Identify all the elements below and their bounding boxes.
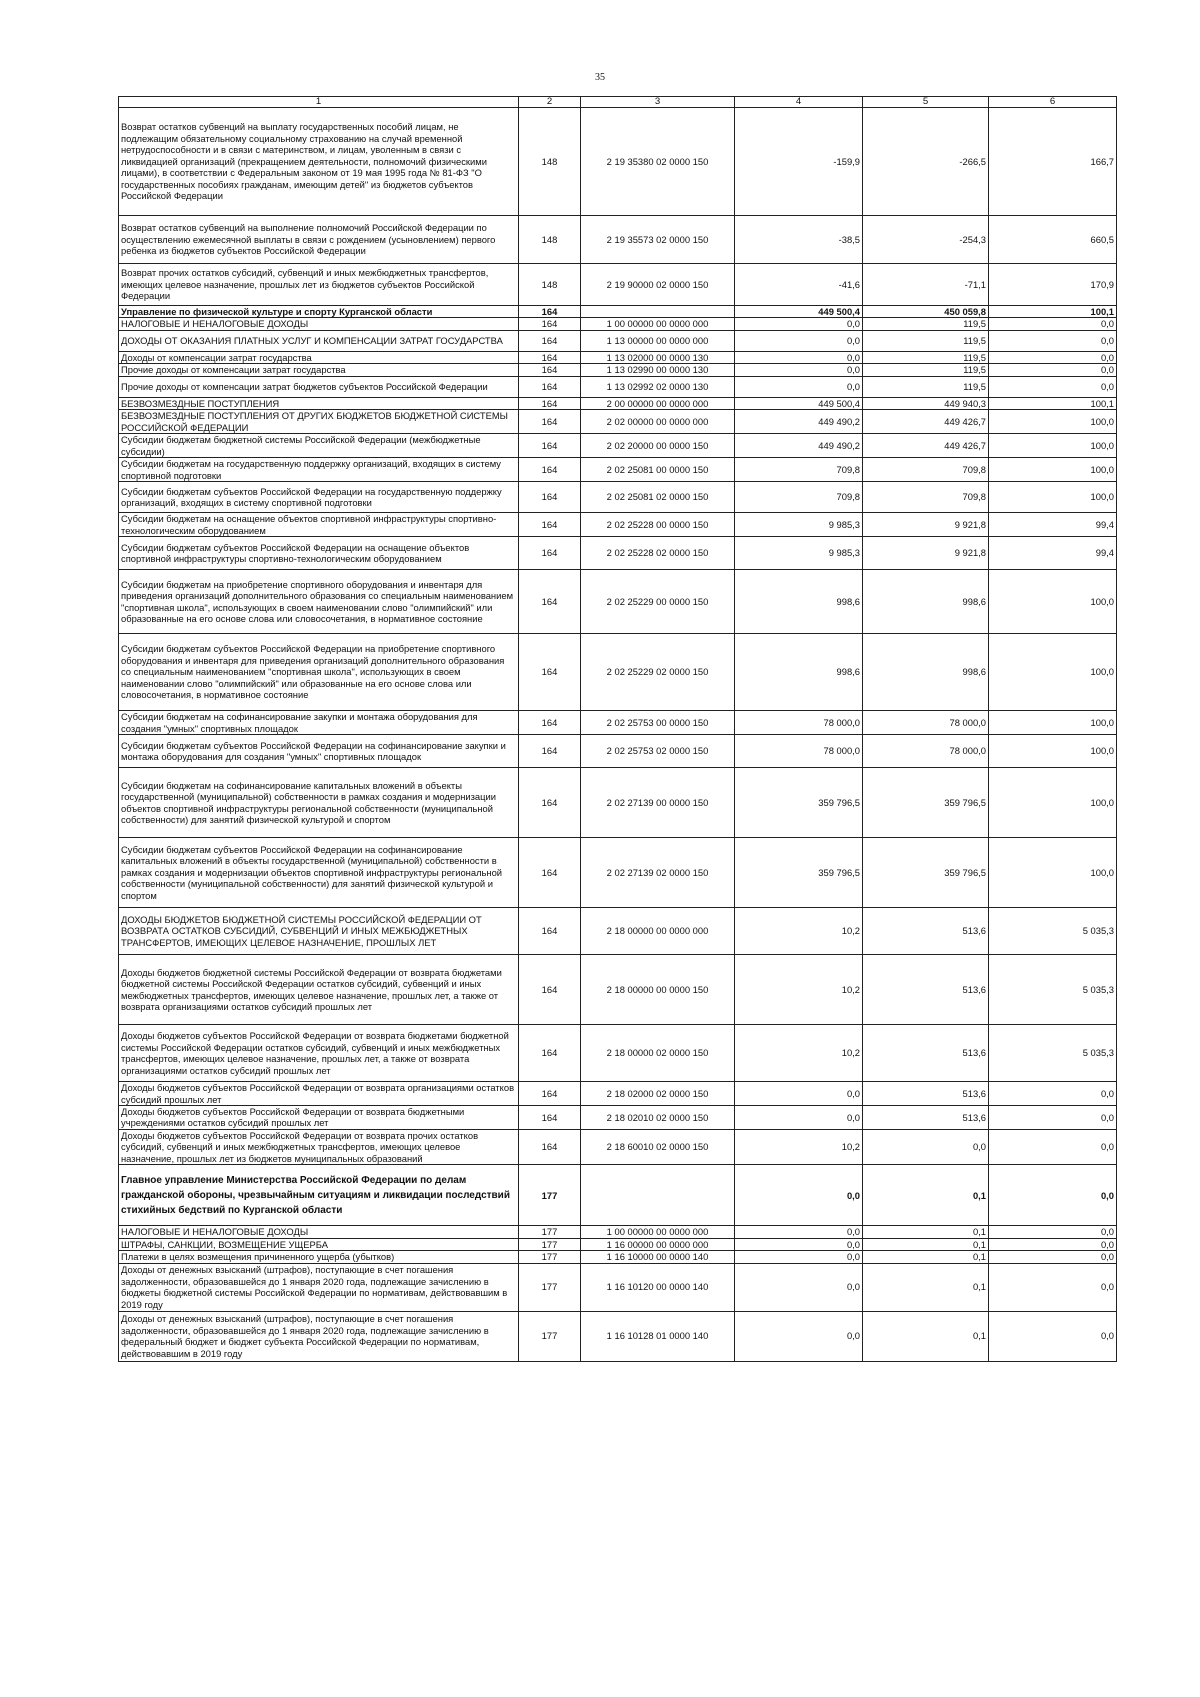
budget-code: 2 00 00000 00 0000 000: [581, 397, 735, 409]
value-executed: 0,1: [863, 1251, 989, 1263]
value-executed: 513,6: [863, 1025, 989, 1082]
value-approved: 0,0: [735, 1165, 863, 1226]
value-percent: 0,0: [989, 1251, 1117, 1263]
budget-code: 1 16 10000 00 0000 140: [581, 1251, 735, 1263]
value-approved: 359 796,5: [735, 838, 863, 908]
value-percent: 100,0: [989, 458, 1117, 482]
value-percent: 100,0: [989, 482, 1117, 513]
table-row: [119, 768, 1117, 838]
row-name: Возврат прочих остатков субсидий, субвенций и иных межбюджетных трансфертов, имеющих целевое назначение, прошлых лет из бюджетов субъектов Российской Федерации: [119, 264, 519, 306]
admin-code: 164: [519, 397, 581, 409]
value-approved: 449 500,4: [735, 397, 863, 409]
value-percent: 100,1: [989, 306, 1117, 318]
budget-code: 2 02 20000 00 0000 150: [581, 434, 735, 458]
table-row: [119, 537, 1117, 570]
row-name: Доходы от компенсации затрат государства: [119, 351, 519, 363]
budget-code: 1 13 00000 00 0000 000: [581, 330, 735, 351]
value-approved: 9 985,3: [735, 513, 863, 537]
admin-code: 164: [519, 434, 581, 458]
value-executed: -266,5: [863, 108, 989, 216]
value-approved: 359 796,5: [735, 768, 863, 838]
value-approved: 9 985,3: [735, 537, 863, 570]
admin-code: 164: [519, 735, 581, 768]
table-row: [119, 838, 1117, 908]
budget-code: [581, 306, 735, 318]
budget-code: 2 18 00000 00 0000 000: [581, 908, 735, 955]
budget-code: 2 02 25753 00 0000 150: [581, 711, 735, 735]
value-percent: 0,0: [989, 1311, 1117, 1361]
budget-code: 2 02 25228 00 0000 150: [581, 513, 735, 537]
column-header: 4: [735, 97, 863, 108]
page-number: 35: [595, 72, 605, 83]
row-name: БЕЗВОЗМЕЗДНЫЕ ПОСТУПЛЕНИЯ ОТ ДРУГИХ БЮДЖЕТОВ БЮДЖЕТНОЙ СИСТЕМЫ РОССИЙСКОЙ ФЕДЕРАЦИИ: [119, 410, 519, 434]
value-executed: 0,0: [863, 1129, 989, 1164]
table-row: [119, 1251, 1117, 1263]
value-executed: 78 000,0: [863, 735, 989, 768]
value-approved: 0,0: [735, 330, 863, 351]
value-executed: 0,1: [863, 1311, 989, 1361]
value-approved: 998,6: [735, 570, 863, 634]
table-row: [119, 1025, 1117, 1082]
admin-code: 148: [519, 216, 581, 264]
row-name: Субсидии бюджетам субъектов Российской Федерации на приобретение спортивного оборудования и инвентаря для приведения организаций дополнительного образования со специальным наименованием "спортивная школа", использующих в своем наименовании слово "олимпийский" или образованные на его основе слова или словосочетания, в нормативное состояние: [119, 634, 519, 711]
row-name: НАЛОГОВЫЕ И НЕНАЛОГОВЫЕ ДОХОДЫ: [119, 1226, 519, 1238]
value-executed: 513,6: [863, 1082, 989, 1106]
value-approved: 0,0: [735, 318, 863, 330]
admin-code: 164: [519, 330, 581, 351]
value-approved: 78 000,0: [735, 711, 863, 735]
value-executed: -254,3: [863, 216, 989, 264]
admin-code: 148: [519, 264, 581, 306]
admin-code: 164: [519, 410, 581, 434]
row-name: Платежи в целях возмещения причиненного ущерба (убытков): [119, 1251, 519, 1263]
value-percent: 100,0: [989, 570, 1117, 634]
budget-code: 1 13 02990 00 0000 130: [581, 364, 735, 376]
value-percent: 0,0: [989, 1226, 1117, 1238]
table-row: [119, 513, 1117, 537]
table-row: [119, 264, 1117, 306]
value-executed: -71,1: [863, 264, 989, 306]
column-header: 3: [581, 97, 735, 108]
table-row: [119, 216, 1117, 264]
table-row: [119, 397, 1117, 409]
value-approved: 10,2: [735, 1025, 863, 1082]
value-percent: 660,5: [989, 216, 1117, 264]
budget-code: 2 02 25081 02 0000 150: [581, 482, 735, 513]
table-row: [119, 1129, 1117, 1164]
admin-code: 164: [519, 458, 581, 482]
table-row: [119, 1263, 1117, 1311]
row-name: Субсидии бюджетам бюджетной системы Российской Федерации (межбюджетные субсидии): [119, 434, 519, 458]
row-name: Субсидии бюджетам на приобретение спортивного оборудования и инвентаря для приведения организаций дополнительного образования со специальным наименованием "спортивная школа", использующих в своем наименовании слово "олимпийский" или образованные на его основе слова или словосочетания, в нормативное состояние: [119, 570, 519, 634]
row-name: БЕЗВОЗМЕЗДНЫЕ ПОСТУПЛЕНИЯ: [119, 397, 519, 409]
budget-code: 2 19 35573 02 0000 150: [581, 216, 735, 264]
value-executed: 449 940,3: [863, 397, 989, 409]
admin-code: 164: [519, 955, 581, 1025]
value-approved: 10,2: [735, 955, 863, 1025]
admin-code: 164: [519, 634, 581, 711]
row-name: Главное управление Министерства Российской Федерации по делам гражданской обороны, чрезвычайным ситуациям и ликвидации последствий стихийных бедствий по Курганской области: [119, 1165, 519, 1226]
row-name: Доходы от денежных взысканий (штрафов), поступающие в счет погашения задолженности, образовавшейся до 1 января 2020 года, подлежащие зачислению в федеральный бюджет и бюджет субъекта Российской Федерации по нормативам, действовавшим в 2019 году: [119, 1311, 519, 1361]
value-percent: 0,0: [989, 330, 1117, 351]
value-executed: 450 059,8: [863, 306, 989, 318]
value-percent: 100,0: [989, 838, 1117, 908]
row-name: Доходы бюджетов бюджетной системы Российской Федерации от возврата бюджетами бюджетной системы Российской Федерации остатков субсидий, субвенций и иных межбюджетных трансфертов, имеющих целевое назначение, прошлых лет, а также от возврата организациями остатков субсидий прошлых лет: [119, 955, 519, 1025]
value-executed: 449 426,7: [863, 434, 989, 458]
column-header: 6: [989, 97, 1117, 108]
budget-code: 1 13 02000 00 0000 130: [581, 351, 735, 363]
value-approved: 0,0: [735, 1311, 863, 1361]
admin-code: 164: [519, 364, 581, 376]
row-name: Доходы бюджетов субъектов Российской Федерации от возврата организациями остатков субсидий прошлых лет: [119, 1082, 519, 1106]
value-approved: -41,6: [735, 264, 863, 306]
value-approved: 0,0: [735, 1238, 863, 1250]
value-percent: 0,0: [989, 376, 1117, 397]
budget-code: 2 18 02010 02 0000 150: [581, 1105, 735, 1129]
admin-code: 164: [519, 318, 581, 330]
budget-code: 2 02 25753 02 0000 150: [581, 735, 735, 768]
row-name: Возврат остатков субвенций на выплату государственных пособий лицам, не подлежащим обязательному социальному страхованию на случай временной нетрудоспособности и в связи с материнством, и лицам, уволенным в связи с ликвидацией организаций (прекращением деятельности, полномочий физическими лицами), в соответствии с Федеральным законом от 19 мая 1995 года № 81-ФЗ "О государственных пособиях гражданам, имеющим детей" из бюджетов субъектов Российской Федерации: [119, 108, 519, 216]
value-approved: 449 490,2: [735, 410, 863, 434]
row-name: НАЛОГОВЫЕ И НЕНАЛОГОВЫЕ ДОХОДЫ: [119, 318, 519, 330]
row-name: Возврат остатков субвенций на выполнение полномочий Российской Федерации по осуществлению ежемесячной выплаты в связи с рождением (усыновлением) первого ребенка из бюджетов субъектов Российской Федерации: [119, 216, 519, 264]
value-executed: 9 921,8: [863, 513, 989, 537]
value-executed: 78 000,0: [863, 711, 989, 735]
value-percent: 166,7: [989, 108, 1117, 216]
value-percent: 0,0: [989, 318, 1117, 330]
value-approved: 0,0: [735, 1082, 863, 1106]
admin-code: 164: [519, 1105, 581, 1129]
admin-code: 164: [519, 908, 581, 955]
budget-code: 2 02 27139 00 0000 150: [581, 768, 735, 838]
value-executed: 998,6: [863, 634, 989, 711]
value-approved: 0,0: [735, 376, 863, 397]
value-percent: 0,0: [989, 1105, 1117, 1129]
row-name: Доходы бюджетов субъектов Российской Федерации от возврата прочих остатков субсидий, субвенций и иных межбюджетных трансфертов, имеющих целевое назначение, прошлых лет из бюджетов муниципальных образований: [119, 1129, 519, 1164]
admin-code: 164: [519, 570, 581, 634]
budget-code: 1 16 00000 00 0000 000: [581, 1238, 735, 1250]
table-row: [119, 634, 1117, 711]
column-header: 5: [863, 97, 989, 108]
row-name: Субсидии бюджетам субъектов Российской Федерации на оснащение объектов спортивной инфраструктуры спортивно-технологическим оборудованием: [119, 537, 519, 570]
row-name: ДОХОДЫ БЮДЖЕТОВ БЮДЖЕТНОЙ СИСТЕМЫ РОССИЙСКОЙ ФЕДЕРАЦИИ ОТ ВОЗВРАТА ОСТАТКОВ СУБСИДИЙ, СУБВЕНЦИЙ И ИНЫХ МЕЖБЮДЖЕТНЫХ ТРАНСФЕРТОВ, ИМЕЮЩИХ ЦЕЛЕВОЕ НАЗНАЧЕНИЕ, ПРОШЛЫХ ЛЕТ: [119, 908, 519, 955]
table-row: [119, 1105, 1117, 1129]
value-approved: 0,0: [735, 1105, 863, 1129]
value-percent: 100,0: [989, 735, 1117, 768]
value-approved: 709,8: [735, 482, 863, 513]
table-row: [119, 735, 1117, 768]
budget-code: 1 13 02992 02 0000 130: [581, 376, 735, 397]
table-row: [119, 330, 1117, 351]
budget-code: [581, 1165, 735, 1226]
budget-code: 2 18 02000 02 0000 150: [581, 1082, 735, 1106]
row-name: Субсидии бюджетам на софинансирование закупки и монтажа оборудования для создания "умных" спортивных площадок: [119, 711, 519, 735]
value-percent: 100,0: [989, 711, 1117, 735]
row-name: Управление по физической культуре и спорту Курганской области: [119, 306, 519, 318]
value-executed: 119,5: [863, 364, 989, 376]
column-header: 2: [519, 97, 581, 108]
row-name: Доходы бюджетов субъектов Российской Федерации от возврата бюджетными учреждениями остатков субсидий прошлых лет: [119, 1105, 519, 1129]
budget-code: 1 16 10120 00 0000 140: [581, 1263, 735, 1311]
value-executed: 513,6: [863, 908, 989, 955]
column-header: 1: [119, 97, 519, 108]
value-executed: 0,1: [863, 1226, 989, 1238]
value-approved: 0,0: [735, 351, 863, 363]
value-percent: 100,0: [989, 634, 1117, 711]
value-percent: 0,0: [989, 364, 1117, 376]
value-executed: 359 796,5: [863, 768, 989, 838]
budget-code: 2 18 00000 00 0000 150: [581, 955, 735, 1025]
value-approved: 449 500,4: [735, 306, 863, 318]
value-approved: 0,0: [735, 1226, 863, 1238]
table-row: [119, 458, 1117, 482]
value-percent: 100,0: [989, 768, 1117, 838]
table-row: [119, 108, 1117, 216]
row-name: ДОХОДЫ ОТ ОКАЗАНИЯ ПЛАТНЫХ УСЛУГ И КОМПЕНСАЦИИ ЗАТРАТ ГОСУДАРСТВА: [119, 330, 519, 351]
admin-code: 177: [519, 1311, 581, 1361]
budget-code: 1 00 00000 00 0000 000: [581, 1226, 735, 1238]
row-name: Доходы бюджетов субъектов Российской Федерации от возврата бюджетами бюджетной системы Российской Федерации остатков субсидий, субвенций и иных межбюджетных трансфертов, имеющих целевое назначение, прошлых лет, а также от возврата организациями остатков субсидий прошлых лет: [119, 1025, 519, 1082]
value-executed: 119,5: [863, 318, 989, 330]
budget-code: 2 02 25229 00 0000 150: [581, 570, 735, 634]
admin-code: 164: [519, 838, 581, 908]
admin-code: 177: [519, 1251, 581, 1263]
table-row: [119, 1226, 1117, 1238]
value-percent: 5 035,3: [989, 955, 1117, 1025]
row-name: Субсидии бюджетам на государственную поддержку организаций, входящих в систему спортивной подготовки: [119, 458, 519, 482]
value-percent: 0,0: [989, 1263, 1117, 1311]
value-executed: 449 426,7: [863, 410, 989, 434]
value-percent: 99,4: [989, 537, 1117, 570]
admin-code: 164: [519, 306, 581, 318]
row-name: Прочие доходы от компенсации затрат бюджетов субъектов Российской Федерации: [119, 376, 519, 397]
admin-code: 164: [519, 711, 581, 735]
value-executed: 998,6: [863, 570, 989, 634]
admin-code: 164: [519, 1082, 581, 1106]
table-row: [119, 570, 1117, 634]
value-executed: 709,8: [863, 458, 989, 482]
table-row: [119, 1238, 1117, 1250]
row-name: Субсидии бюджетам субъектов Российской Федерации на государственную поддержку организаций, входящих в систему спортивной подготовки: [119, 482, 519, 513]
row-name: Субсидии бюджетам на оснащение объектов спортивной инфраструктуры спортивно-технологическим оборудованием: [119, 513, 519, 537]
value-approved: 0,0: [735, 1263, 863, 1311]
table-row: [119, 318, 1117, 330]
value-executed: 359 796,5: [863, 838, 989, 908]
row-name: Прочие доходы от компенсации затрат государства: [119, 364, 519, 376]
value-percent: 0,0: [989, 1082, 1117, 1106]
budget-code: 2 02 00000 00 0000 000: [581, 410, 735, 434]
value-executed: 709,8: [863, 482, 989, 513]
table-row: [119, 351, 1117, 363]
table-row: [119, 434, 1117, 458]
admin-code: 177: [519, 1263, 581, 1311]
value-percent: 0,0: [989, 1165, 1117, 1226]
value-approved: 998,6: [735, 634, 863, 711]
row-name: Доходы от денежных взысканий (штрафов), поступающие в счет погашения задолженности, образовавшейся до 1 января 2020 года, подлежащие зачислению в бюджеты бюджетной системы Российской Федерации по нормативам, действовавшим в 2019 году: [119, 1263, 519, 1311]
admin-code: 164: [519, 513, 581, 537]
table-row: [119, 482, 1117, 513]
value-executed: 513,6: [863, 1105, 989, 1129]
value-approved: 449 490,2: [735, 434, 863, 458]
admin-code: 148: [519, 108, 581, 216]
value-percent: 100,1: [989, 397, 1117, 409]
value-executed: 119,5: [863, 351, 989, 363]
value-percent: 0,0: [989, 1238, 1117, 1250]
table-row: [119, 306, 1117, 318]
table-row: [119, 1082, 1117, 1106]
budget-code: 2 02 25229 02 0000 150: [581, 634, 735, 711]
row-name: Субсидии бюджетам субъектов Российской Федерации на софинансирование закупки и монтажа оборудования для создания "умных" спортивных площадок: [119, 735, 519, 768]
table-row: [119, 364, 1117, 376]
value-executed: 0,1: [863, 1165, 989, 1226]
value-executed: 119,5: [863, 376, 989, 397]
value-approved: -38,5: [735, 216, 863, 264]
admin-code: 164: [519, 1025, 581, 1082]
admin-code: 164: [519, 768, 581, 838]
value-percent: 99,4: [989, 513, 1117, 537]
value-executed: 119,5: [863, 330, 989, 351]
table-row: [119, 376, 1117, 397]
table-row: [119, 908, 1117, 955]
value-approved: 78 000,0: [735, 735, 863, 768]
budget-code: 2 02 25081 00 0000 150: [581, 458, 735, 482]
admin-code: 164: [519, 1129, 581, 1164]
admin-code: 164: [519, 537, 581, 570]
value-executed: 0,1: [863, 1238, 989, 1250]
value-approved: 10,2: [735, 908, 863, 955]
admin-code: 177: [519, 1238, 581, 1250]
table-body: [119, 108, 1117, 1362]
value-approved: 709,8: [735, 458, 863, 482]
value-approved: 10,2: [735, 1129, 863, 1164]
admin-code: 177: [519, 1165, 581, 1226]
table-header: [119, 97, 1117, 108]
admin-code: 164: [519, 482, 581, 513]
value-executed: 513,6: [863, 955, 989, 1025]
admin-code: 164: [519, 351, 581, 363]
budget-code: 2 19 35380 02 0000 150: [581, 108, 735, 216]
table-row: [119, 955, 1117, 1025]
budget-code: 2 18 60010 02 0000 150: [581, 1129, 735, 1164]
value-percent: 100,0: [989, 410, 1117, 434]
value-approved: 0,0: [735, 1251, 863, 1263]
admin-code: 177: [519, 1226, 581, 1238]
value-executed: 9 921,8: [863, 537, 989, 570]
value-percent: 0,0: [989, 1129, 1117, 1164]
admin-code: 164: [519, 376, 581, 397]
budget-code: 2 02 25228 02 0000 150: [581, 537, 735, 570]
budget-code: 2 18 00000 02 0000 150: [581, 1025, 735, 1082]
value-executed: 0,1: [863, 1263, 989, 1311]
value-percent: 5 035,3: [989, 1025, 1117, 1082]
table-row: [119, 711, 1117, 735]
table-row: [119, 1165, 1117, 1226]
value-approved: 0,0: [735, 364, 863, 376]
value-percent: 170,9: [989, 264, 1117, 306]
value-percent: 0,0: [989, 351, 1117, 363]
value-percent: 100,0: [989, 434, 1117, 458]
budget-code: 1 16 10128 01 0000 140: [581, 1311, 735, 1361]
row-name: Субсидии бюджетам субъектов Российской Федерации на софинансирование капитальных вложений в объекты государственной (муниципальной) собственности в рамках создания и модернизации объектов спортивной инфраструктуры региональной собственности (муниципальной собственности) для занятий физической культурой и спортом: [119, 838, 519, 908]
table-row: [119, 410, 1117, 434]
row-name: ШТРАФЫ, САНКЦИИ, ВОЗМЕЩЕНИЕ УЩЕРБА: [119, 1238, 519, 1250]
revenue-table: [118, 96, 1117, 1362]
row-name: Субсидии бюджетам на софинансирование капитальных вложений в объекты государственной (муниципальной) собственности в рамках создания и модернизации объектов спортивной инфраструктуры региональной собственности (муниципальной собственности) для занятий физической культурой и спортом: [119, 768, 519, 838]
value-percent: 5 035,3: [989, 908, 1117, 955]
table-row: [119, 1311, 1117, 1361]
value-approved: -159,9: [735, 108, 863, 216]
budget-code: 2 19 90000 02 0000 150: [581, 264, 735, 306]
budget-code: 1 00 00000 00 0000 000: [581, 318, 735, 330]
budget-code: 2 02 27139 02 0000 150: [581, 838, 735, 908]
